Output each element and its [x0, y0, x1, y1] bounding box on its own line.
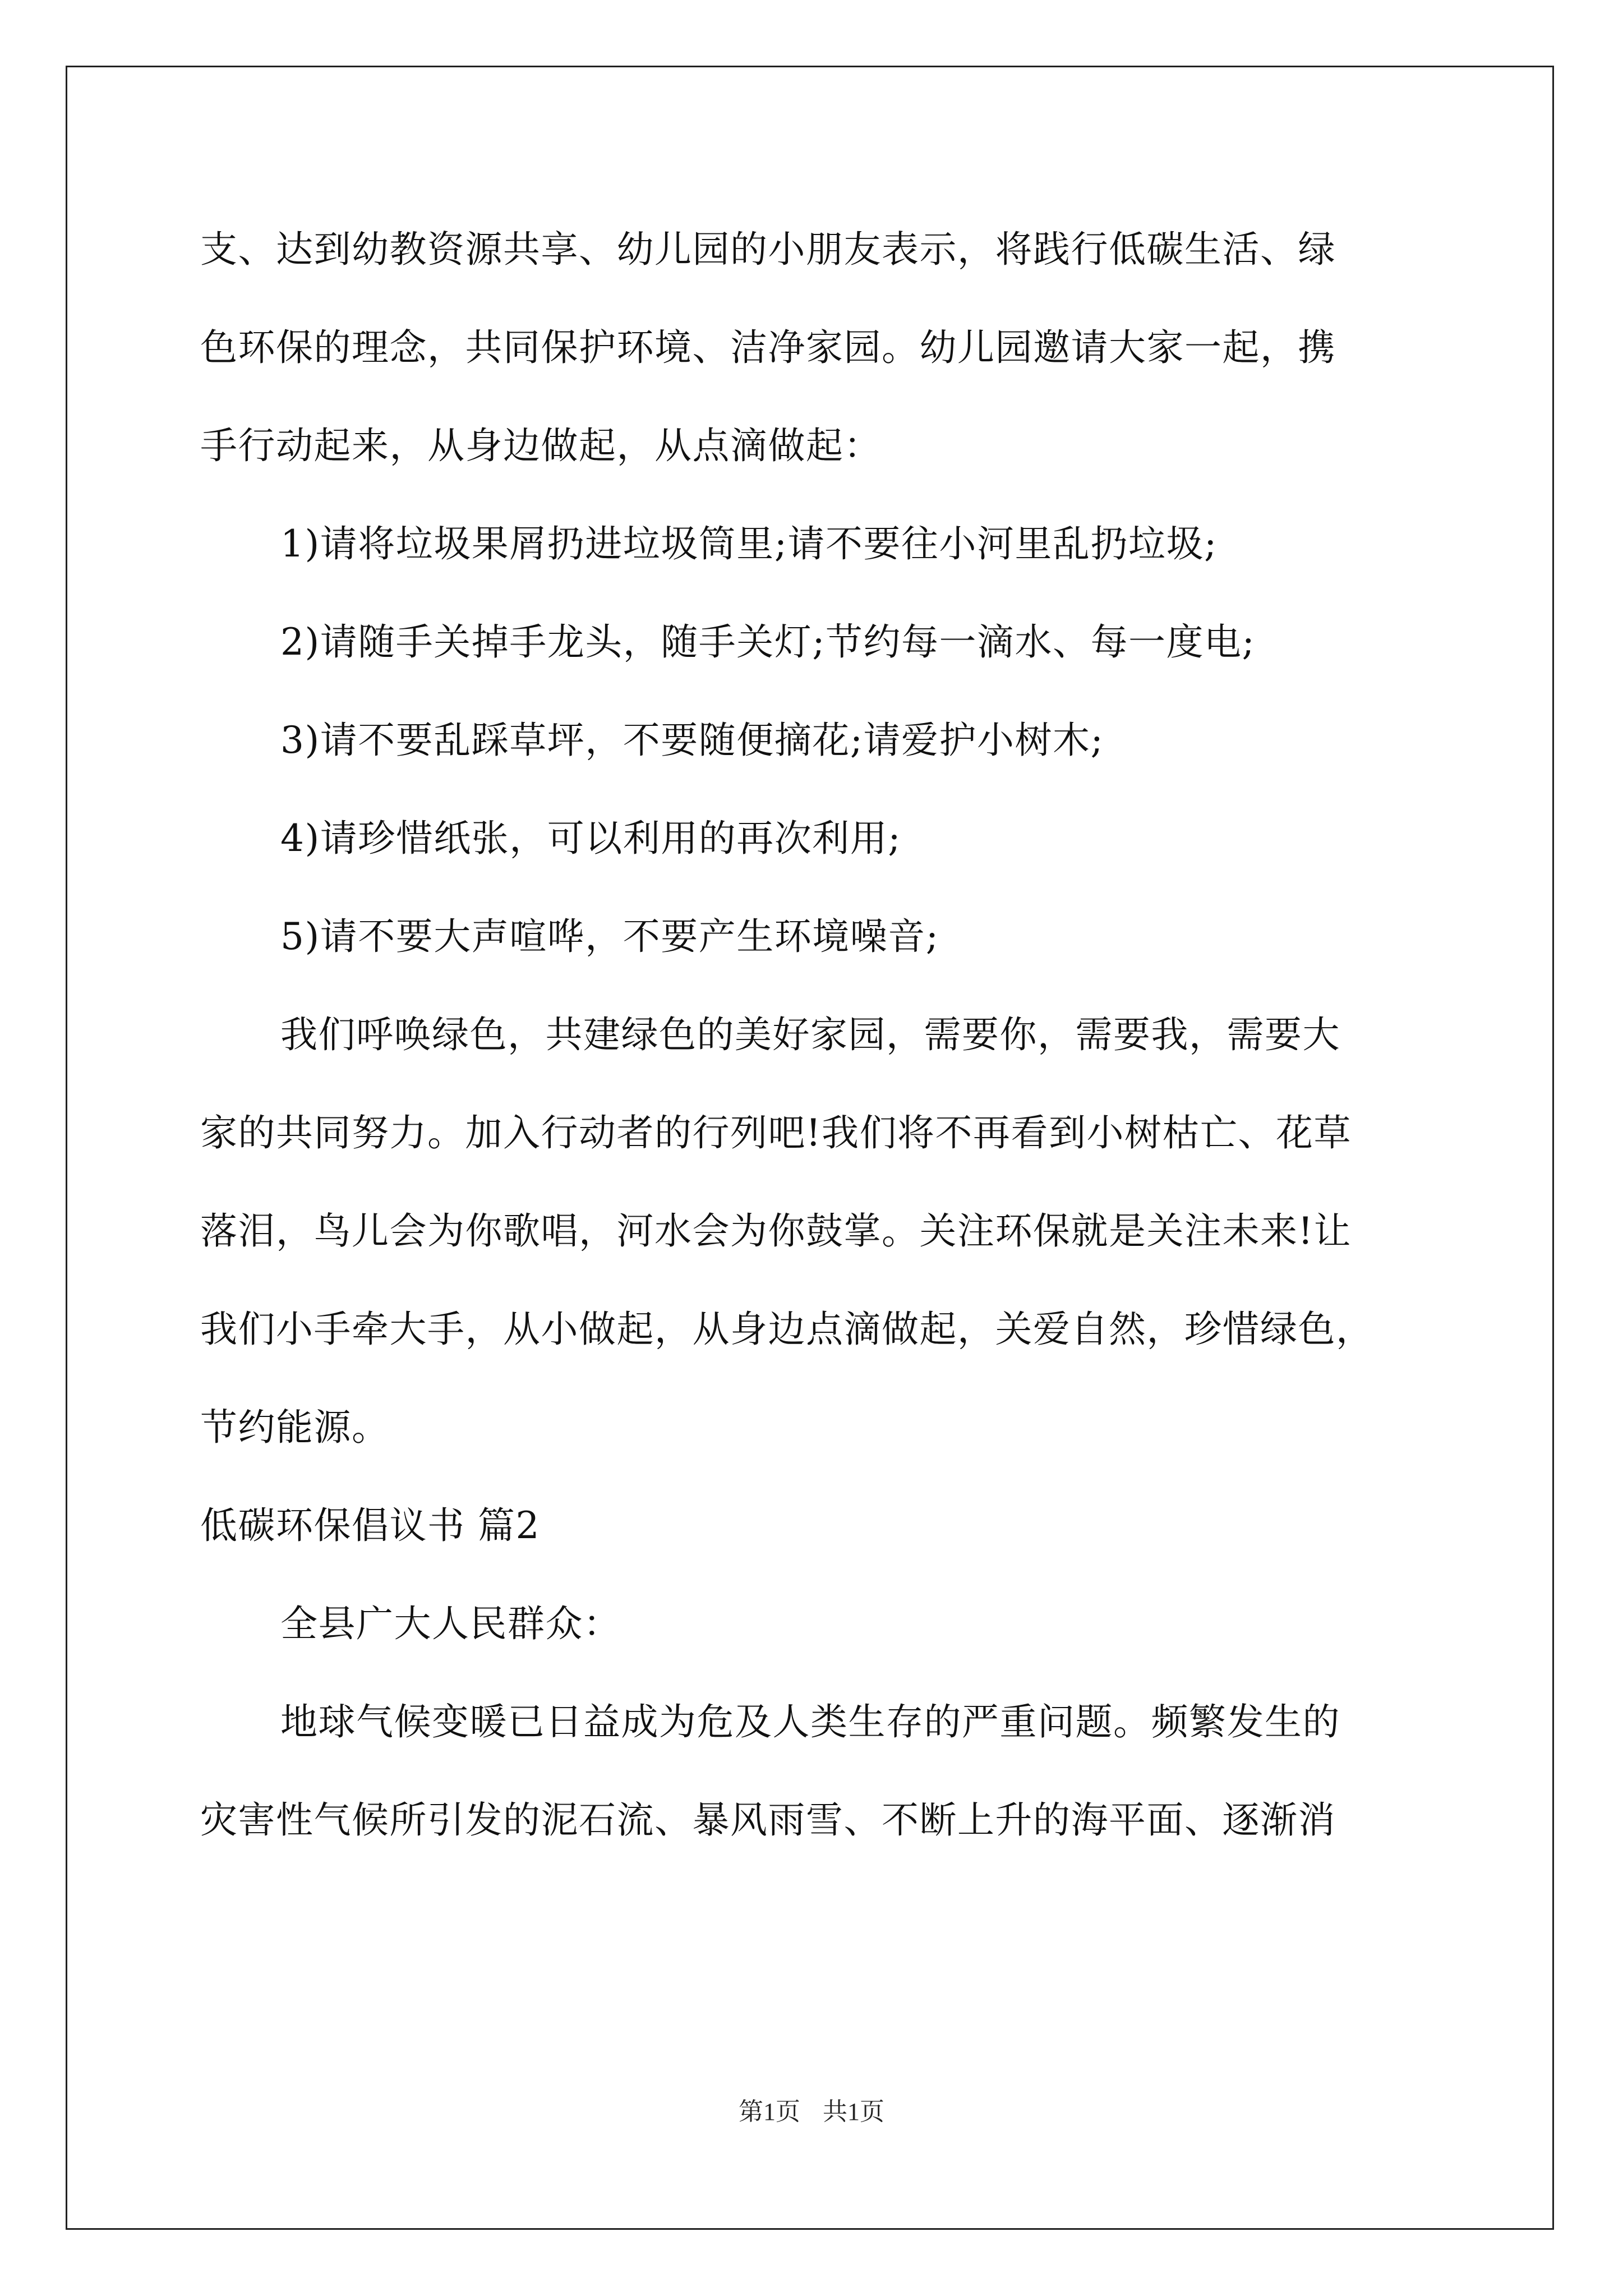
page-footer: [0, 2095, 1623, 2129]
body-line: 色环保的理念，共同保护环境、洁净家园。幼儿园邀请大家一起，携: [200, 326, 1336, 369]
body-line: 灾害性气候所引发的泥石流、暴风雨雪、不断上升的海平面、逐渐消: [200, 1798, 1336, 1842]
list-item: 2)请随手关掉手龙头，随手关灯;节约每一滴水、每一度电;: [280, 620, 1256, 664]
list-item: 1)请将垃圾果屑扔进垃圾筒里;请不要往小河里乱扔垃圾;: [280, 522, 1218, 565]
body-line: 节约能源。: [200, 1406, 390, 1449]
list-item: 3)请不要乱踩草坪，不要随便摘花;请爱护小树木;: [280, 719, 1104, 762]
body-line: 家的共同努力。加入行动者的行列吧!我们将不再看到小树枯亡、花草: [200, 1111, 1352, 1154]
body-line: 手行动起来，从身边做起，从点滴做起：: [200, 424, 882, 467]
body-line: 落泪，鸟儿会为你歌唱，河水会为你鼓掌。关注环保就是关注未来!让: [200, 1209, 1352, 1253]
body-line: 支、达到幼教资源共享、幼儿园的小朋友表示，将践行低碳生活、绿: [200, 228, 1336, 271]
page-number: 第1页: [739, 2098, 800, 2125]
section-title: 低碳环保倡议书 篇2: [200, 1504, 540, 1547]
salutation: 全县广大人民群众：: [280, 1602, 621, 1645]
list-item: 4)请珍惜纸张，可以利用的再次利用;: [280, 817, 901, 860]
body-line: 我们呼唤绿色，共建绿色的美好家园，需要你，需要我，需要大: [280, 1013, 1340, 1056]
page-total: 共1页: [823, 2098, 884, 2125]
list-item: 5)请不要大声喧哗，不要产生环境噪音;: [280, 915, 939, 958]
body-line: 地球气候变暖已日益成为危及人类生存的严重问题。频繁发生的: [280, 1700, 1340, 1743]
body-line: 我们小手牵大手，从小做起，从身边点滴做起，关爱自然，珍惜绿色，: [200, 1308, 1374, 1351]
